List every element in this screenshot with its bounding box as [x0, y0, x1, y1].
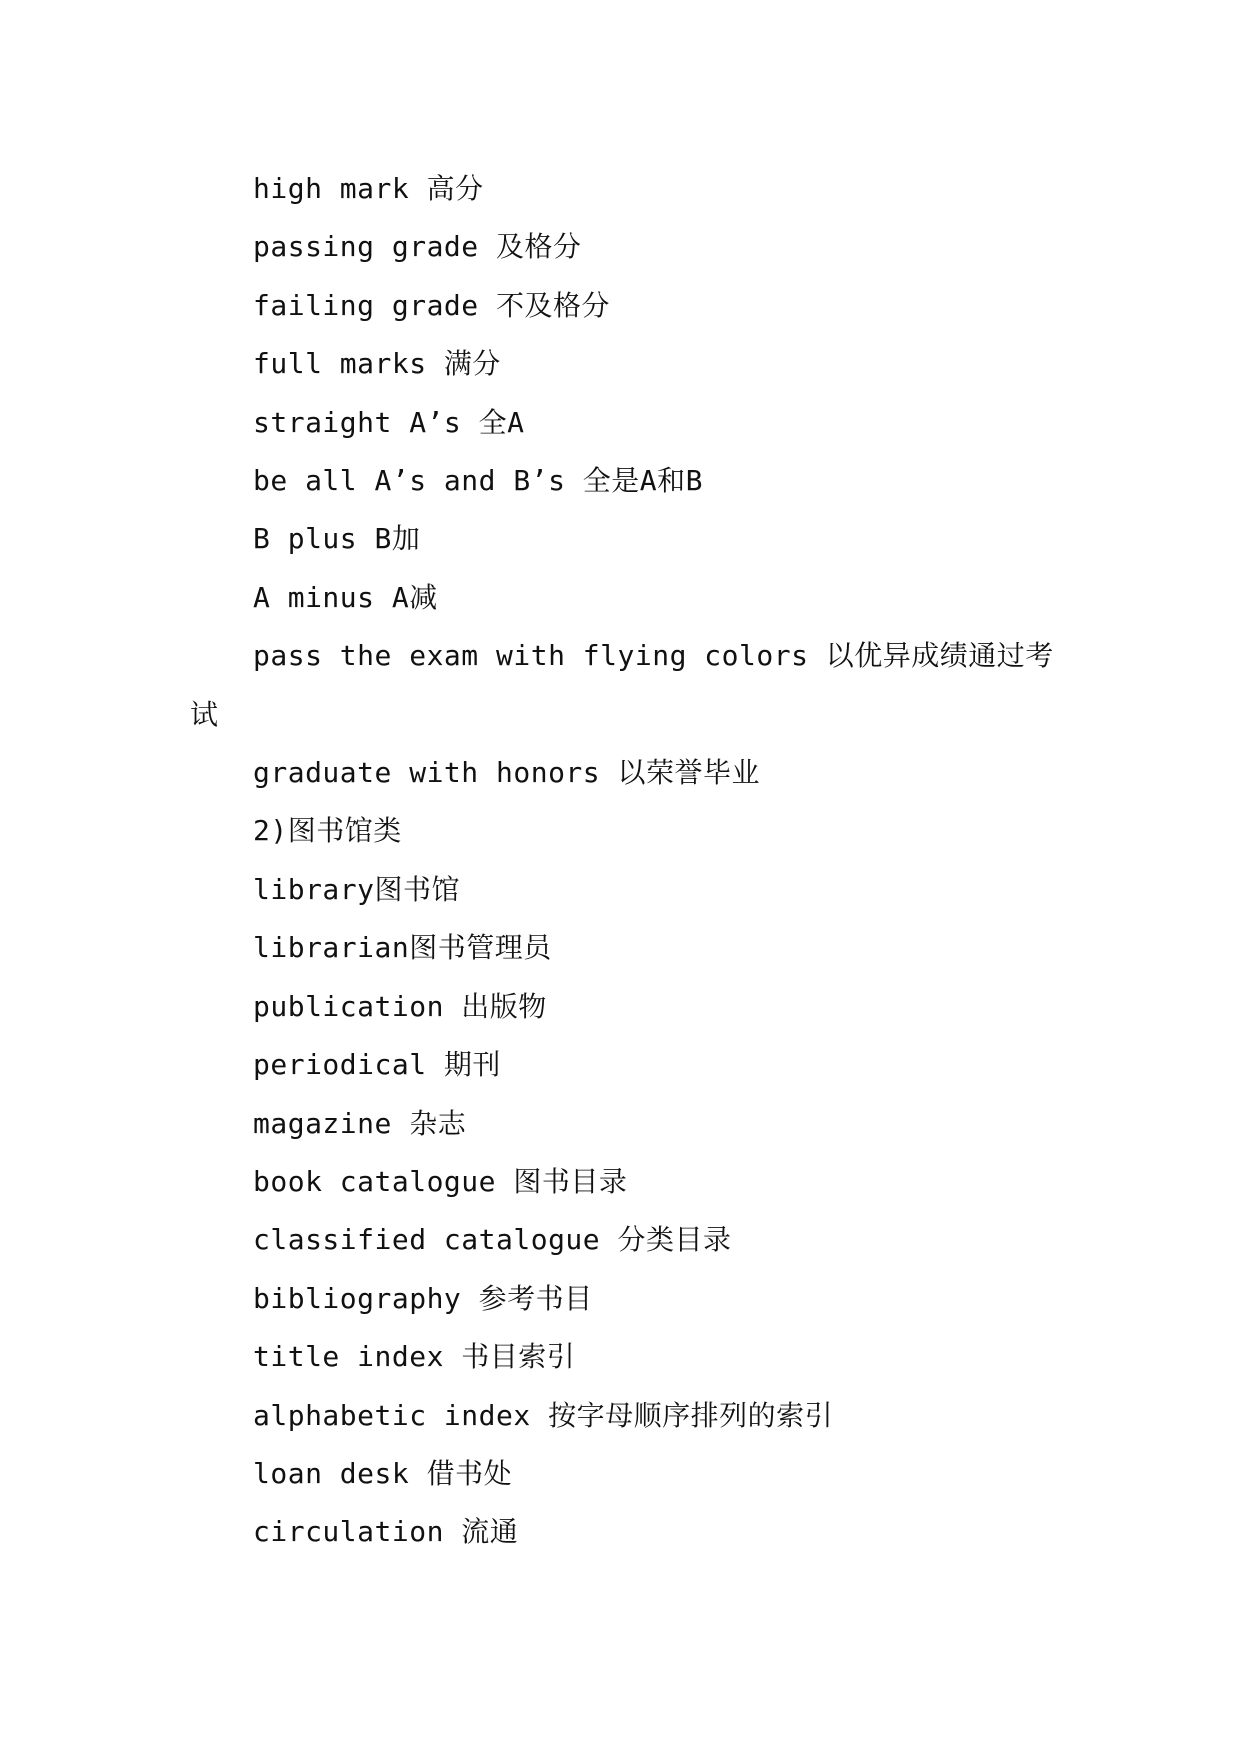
vocab-line: graduate with honors 以荣誉毕业: [253, 756, 761, 790]
vocab-line: circulation 流通: [253, 1515, 519, 1549]
vocab-line: book catalogue 图书目录: [253, 1164, 628, 1198]
vocab-line: passing grade 及格分: [253, 230, 582, 264]
section-heading: 2)图书馆类: [253, 814, 402, 848]
vocab-line: straight A’s 全A: [253, 405, 525, 439]
vocabulary-list: [190, 160, 1070, 1562]
vocab-line: publication 出版物: [253, 989, 547, 1023]
vocab-line: A minus A减: [253, 580, 438, 614]
vocab-line: pass the exam with flying colors 以优异成绩通过考试: [190, 639, 1054, 731]
vocab-line: failing grade 不及格分: [253, 288, 611, 322]
vocab-line: magazine 杂志: [253, 1106, 467, 1140]
vocab-line: classified catalogue 分类目录: [253, 1223, 732, 1257]
vocab-line: title index 书目索引: [253, 1340, 576, 1374]
vocab-line: bibliography 参考书目: [253, 1281, 593, 1315]
vocab-line: high mark 高分: [253, 172, 484, 205]
vocab-line: be all A’s and B’s 全是A和B: [253, 464, 704, 498]
vocab-line: periodical 期刊: [253, 1048, 501, 1082]
vocab-line: loan desk 借书处: [253, 1456, 513, 1490]
vocab-line: librarian图书管理员: [253, 931, 552, 965]
vocab-line: library图书馆: [253, 872, 461, 906]
vocab-line: B plus B加: [253, 522, 421, 556]
vocab-line: alphabetic index 按字母顺序排列的索引: [253, 1398, 834, 1432]
vocab-line: full marks 满分: [253, 347, 501, 381]
